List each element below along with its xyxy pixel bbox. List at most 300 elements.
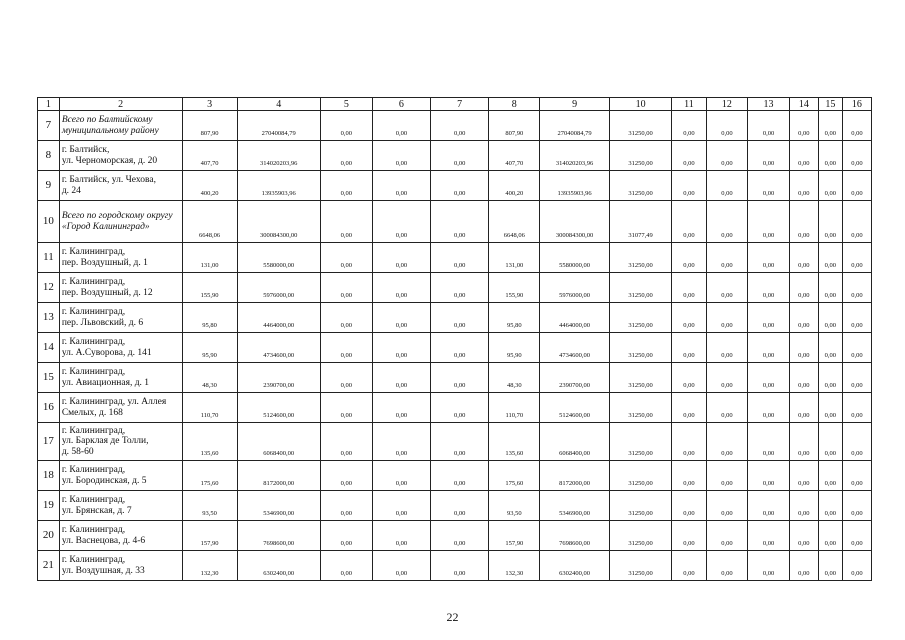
value-cell: 0,00 xyxy=(706,243,748,273)
value-cell: 0,00 xyxy=(320,273,372,303)
value-cell: 31250,00 xyxy=(609,393,671,423)
value-cell: 0,00 xyxy=(818,171,842,201)
address-cell xyxy=(59,141,182,171)
value-cell: 31250,00 xyxy=(609,461,671,491)
address-line: Смелых, д. 168 xyxy=(61,407,123,418)
value-cell: 0,00 xyxy=(431,201,489,243)
address-line: г. Калининград, xyxy=(61,367,126,377)
address-line: г. Калининград, xyxy=(61,425,126,436)
value-cell: 0,00 xyxy=(672,393,706,423)
value-cell: 31250,00 xyxy=(609,171,671,201)
value-cell: 0,00 xyxy=(842,141,871,171)
value-cell: 0,00 xyxy=(672,423,706,461)
value-cell: 5124600,00 xyxy=(237,393,320,423)
value-cell: 157,90 xyxy=(489,521,540,551)
value-cell: 0,00 xyxy=(320,243,372,273)
value-cell: 407,70 xyxy=(489,141,540,171)
value-cell: 4464000,00 xyxy=(540,303,610,333)
value-cell: 0,00 xyxy=(320,171,372,201)
table-row xyxy=(38,551,872,581)
value-cell: 314020203,96 xyxy=(237,141,320,171)
table-row xyxy=(38,171,872,201)
value-cell: 0,00 xyxy=(748,303,790,333)
row-number: 16 xyxy=(38,393,60,423)
value-cell: 0,00 xyxy=(748,423,790,461)
table-row xyxy=(38,303,872,333)
header-cell: 11 xyxy=(672,98,706,111)
value-cell: 0,00 xyxy=(320,111,372,141)
value-cell: 0,00 xyxy=(431,461,489,491)
table-row xyxy=(38,243,872,273)
value-cell: 0,00 xyxy=(431,521,489,551)
value-cell: 0,00 xyxy=(842,521,871,551)
header-cell: 4 xyxy=(237,98,320,111)
header-cell: 5 xyxy=(320,98,372,111)
value-cell: 31250,00 xyxy=(609,551,671,581)
value-cell: 314020203,96 xyxy=(540,141,610,171)
header-cell: 9 xyxy=(540,98,610,111)
value-cell: 0,00 xyxy=(748,363,790,393)
value-cell: 0,00 xyxy=(372,363,430,393)
value-cell: 0,00 xyxy=(672,551,706,581)
value-cell: 0,00 xyxy=(842,243,871,273)
value-cell: 6302400,00 xyxy=(540,551,610,581)
value-cell: 0,00 xyxy=(672,273,706,303)
address-cell xyxy=(59,491,182,521)
address-line: г. Калининград, ул. Аллея xyxy=(61,397,167,407)
value-cell: 131,00 xyxy=(182,243,237,273)
value-cell: 0,00 xyxy=(672,363,706,393)
value-cell: 0,00 xyxy=(431,363,489,393)
address-line: д. 24 xyxy=(61,185,81,196)
value-cell: 0,00 xyxy=(320,521,372,551)
value-cell: 48,30 xyxy=(182,363,237,393)
value-cell: 157,90 xyxy=(182,521,237,551)
value-cell: 31250,00 xyxy=(609,333,671,363)
value-cell: 93,50 xyxy=(182,491,237,521)
value-cell: 155,90 xyxy=(182,273,237,303)
address-cell xyxy=(59,303,182,333)
value-cell: 0,00 xyxy=(320,491,372,521)
value-cell: 31250,00 xyxy=(609,111,671,141)
value-cell: 0,00 xyxy=(320,461,372,491)
value-cell: 0,00 xyxy=(706,491,748,521)
value-cell: 300084300,00 xyxy=(540,201,610,243)
value-cell: 0,00 xyxy=(818,521,842,551)
value-cell: 0,00 xyxy=(818,141,842,171)
header-cell: 2 xyxy=(59,98,182,111)
value-cell: 0,00 xyxy=(372,273,430,303)
value-cell: 31077,49 xyxy=(609,201,671,243)
value-cell: 0,00 xyxy=(789,171,818,201)
value-cell: 0,00 xyxy=(431,551,489,581)
value-cell: 5976000,00 xyxy=(237,273,320,303)
address-cell xyxy=(59,201,182,243)
address-cell xyxy=(59,393,182,423)
value-cell: 0,00 xyxy=(672,303,706,333)
value-cell: 0,00 xyxy=(706,141,748,171)
value-cell: 4734600,00 xyxy=(540,333,610,363)
value-cell: 5346900,00 xyxy=(237,491,320,521)
value-cell: 0,00 xyxy=(818,393,842,423)
row-number: 20 xyxy=(38,521,60,551)
value-cell: 0,00 xyxy=(818,423,842,461)
row-number: 8 xyxy=(38,141,60,171)
row-number: 10 xyxy=(38,201,60,243)
header-cell: 7 xyxy=(431,98,489,111)
value-cell: 0,00 xyxy=(672,201,706,243)
value-cell: 7698600,00 xyxy=(237,521,320,551)
address-line: г. Калининград, xyxy=(61,555,126,565)
address-line: д. 58-60 xyxy=(61,446,94,457)
value-cell: 0,00 xyxy=(789,551,818,581)
value-cell: 0,00 xyxy=(672,333,706,363)
value-cell: 0,00 xyxy=(706,111,748,141)
value-cell: 31250,00 xyxy=(609,141,671,171)
value-cell: 0,00 xyxy=(372,521,430,551)
value-cell: 0,00 xyxy=(431,243,489,273)
value-cell: 0,00 xyxy=(431,423,489,461)
value-cell: 0,00 xyxy=(818,201,842,243)
value-cell: 0,00 xyxy=(789,393,818,423)
value-cell: 95,80 xyxy=(182,303,237,333)
value-cell: 132,30 xyxy=(489,551,540,581)
value-cell: 31250,00 xyxy=(609,491,671,521)
value-cell: 0,00 xyxy=(748,491,790,521)
value-cell: 6302400,00 xyxy=(237,551,320,581)
value-cell: 0,00 xyxy=(706,201,748,243)
value-cell: 0,00 xyxy=(706,393,748,423)
value-cell: 6068400,00 xyxy=(540,423,610,461)
value-cell: 0,00 xyxy=(789,201,818,243)
value-cell: 0,00 xyxy=(706,273,748,303)
value-cell: 4734600,00 xyxy=(237,333,320,363)
value-cell: 13935903,96 xyxy=(540,171,610,201)
value-cell: 0,00 xyxy=(372,243,430,273)
value-cell: 31250,00 xyxy=(609,423,671,461)
value-cell: 110,70 xyxy=(182,393,237,423)
address-line: ул. Барклая де Толли, xyxy=(61,436,149,447)
address-line: пер. Воздушный, д. 12 xyxy=(61,287,153,298)
address-line: г. Калининград, xyxy=(61,465,126,475)
table-row xyxy=(38,423,872,461)
value-cell: 0,00 xyxy=(842,273,871,303)
value-cell: 0,00 xyxy=(789,303,818,333)
value-cell: 5124600,00 xyxy=(540,393,610,423)
value-cell: 0,00 xyxy=(789,333,818,363)
value-cell: 0,00 xyxy=(842,201,871,243)
row-number: 7 xyxy=(38,111,60,141)
value-cell: 0,00 xyxy=(748,141,790,171)
header-cell: 15 xyxy=(818,98,842,111)
value-cell: 175,60 xyxy=(182,461,237,491)
value-cell: 0,00 xyxy=(818,363,842,393)
value-cell: 0,00 xyxy=(818,491,842,521)
value-cell: 95,90 xyxy=(182,333,237,363)
value-cell: 0,00 xyxy=(789,423,818,461)
value-cell: 0,00 xyxy=(706,461,748,491)
address-line: г. Калининград, xyxy=(61,495,126,505)
address-line: ул. Авиационная, д. 1 xyxy=(61,377,150,388)
value-cell: 0,00 xyxy=(372,201,430,243)
address-line: г. Балтийск, xyxy=(61,145,110,155)
table-row xyxy=(38,393,872,423)
value-cell: 0,00 xyxy=(748,521,790,551)
value-cell: 5976000,00 xyxy=(540,273,610,303)
value-cell: 7698600,00 xyxy=(540,521,610,551)
address-line: г. Калининград, xyxy=(61,525,126,535)
value-cell: 0,00 xyxy=(842,551,871,581)
address-cell xyxy=(59,551,182,581)
value-cell: 132,30 xyxy=(182,551,237,581)
value-cell: 0,00 xyxy=(372,423,430,461)
value-cell: 5580000,00 xyxy=(237,243,320,273)
address-line: г. Калининград, xyxy=(61,277,126,287)
value-cell: 0,00 xyxy=(706,303,748,333)
table-row xyxy=(38,141,872,171)
address-cell xyxy=(59,273,182,303)
value-cell: 31250,00 xyxy=(609,273,671,303)
value-cell: 0,00 xyxy=(672,243,706,273)
address-line: муниципальному району xyxy=(61,125,159,136)
value-cell: 0,00 xyxy=(372,303,430,333)
table-row xyxy=(38,363,872,393)
value-cell: 0,00 xyxy=(748,333,790,363)
value-cell: 0,00 xyxy=(842,363,871,393)
value-cell: 300084300,00 xyxy=(237,201,320,243)
address-line: Всего по Балтийскому xyxy=(61,115,153,125)
value-cell: 0,00 xyxy=(748,393,790,423)
value-cell: 5580000,00 xyxy=(540,243,610,273)
table-header-row xyxy=(38,98,872,111)
value-cell: 807,90 xyxy=(489,111,540,141)
value-cell: 0,00 xyxy=(818,243,842,273)
row-number: 13 xyxy=(38,303,60,333)
row-number: 19 xyxy=(38,491,60,521)
value-cell: 95,90 xyxy=(489,333,540,363)
value-cell: 400,20 xyxy=(489,171,540,201)
value-cell: 0,00 xyxy=(672,521,706,551)
value-cell: 0,00 xyxy=(320,393,372,423)
value-cell: 27040084,79 xyxy=(540,111,610,141)
value-cell: 0,00 xyxy=(789,273,818,303)
address-cell xyxy=(59,111,182,141)
value-cell: 0,00 xyxy=(818,461,842,491)
address-line: пер. Львовский, д. 6 xyxy=(61,317,144,328)
value-cell: 0,00 xyxy=(672,491,706,521)
value-cell: 27040084,79 xyxy=(237,111,320,141)
value-cell: 0,00 xyxy=(431,333,489,363)
value-cell: 807,90 xyxy=(182,111,237,141)
value-cell: 0,00 xyxy=(842,423,871,461)
value-cell: 0,00 xyxy=(748,243,790,273)
value-cell: 0,00 xyxy=(842,111,871,141)
header-cell: 14 xyxy=(789,98,818,111)
value-cell: 131,00 xyxy=(489,243,540,273)
value-cell: 400,20 xyxy=(182,171,237,201)
value-cell: 0,00 xyxy=(748,171,790,201)
address-line: пер. Воздушный, д. 1 xyxy=(61,257,148,268)
table-row xyxy=(38,201,872,243)
address-cell xyxy=(59,521,182,551)
value-cell: 0,00 xyxy=(842,491,871,521)
table-row xyxy=(38,521,872,551)
data-table xyxy=(37,97,872,581)
row-number: 17 xyxy=(38,423,60,461)
value-cell: 31250,00 xyxy=(609,303,671,333)
value-cell: 0,00 xyxy=(748,461,790,491)
value-cell: 0,00 xyxy=(842,333,871,363)
value-cell: 2390700,00 xyxy=(540,363,610,393)
value-cell: 0,00 xyxy=(372,111,430,141)
value-cell: 0,00 xyxy=(320,363,372,393)
address-cell xyxy=(59,363,182,393)
value-cell: 0,00 xyxy=(748,273,790,303)
header-cell: 12 xyxy=(706,98,748,111)
value-cell: 0,00 xyxy=(748,111,790,141)
address-line: «Город Калининград» xyxy=(61,221,150,232)
value-cell: 6068400,00 xyxy=(237,423,320,461)
value-cell: 93,50 xyxy=(489,491,540,521)
value-cell: 5346900,00 xyxy=(540,491,610,521)
value-cell: 0,00 xyxy=(431,171,489,201)
value-cell: 0,00 xyxy=(320,303,372,333)
address-cell xyxy=(59,423,182,461)
value-cell: 0,00 xyxy=(789,111,818,141)
header-cell: 6 xyxy=(372,98,430,111)
value-cell: 6648,06 xyxy=(489,201,540,243)
address-line: ул. Брянская, д. 7 xyxy=(61,505,132,516)
value-cell: 0,00 xyxy=(431,141,489,171)
value-cell: 155,90 xyxy=(489,273,540,303)
address-cell xyxy=(59,171,182,201)
row-number: 11 xyxy=(38,243,60,273)
value-cell: 0,00 xyxy=(842,393,871,423)
value-cell: 0,00 xyxy=(372,141,430,171)
value-cell: 135,60 xyxy=(489,423,540,461)
value-cell: 0,00 xyxy=(789,521,818,551)
value-cell: 0,00 xyxy=(842,171,871,201)
address-line: ул. А.Суворова, д. 141 xyxy=(61,347,152,358)
address-line: г. Калининград, xyxy=(61,337,126,347)
row-number: 21 xyxy=(38,551,60,581)
value-cell: 0,00 xyxy=(431,273,489,303)
value-cell: 0,00 xyxy=(320,201,372,243)
value-cell: 0,00 xyxy=(789,141,818,171)
value-cell: 95,80 xyxy=(489,303,540,333)
value-cell: 0,00 xyxy=(748,201,790,243)
address-cell xyxy=(59,461,182,491)
value-cell: 0,00 xyxy=(748,551,790,581)
header-cell: 1 xyxy=(38,98,60,111)
value-cell: 0,00 xyxy=(431,303,489,333)
value-cell: 0,00 xyxy=(672,141,706,171)
value-cell: 0,00 xyxy=(789,491,818,521)
value-cell: 0,00 xyxy=(789,363,818,393)
value-cell: 0,00 xyxy=(372,491,430,521)
value-cell: 0,00 xyxy=(818,273,842,303)
value-cell: 4464000,00 xyxy=(237,303,320,333)
address-cell xyxy=(59,243,182,273)
address-cell xyxy=(59,333,182,363)
address-line: г. Калининград, xyxy=(61,307,126,317)
table-row xyxy=(38,491,872,521)
value-cell: 8172000,00 xyxy=(540,461,610,491)
address-line: ул. Бородинская, д. 5 xyxy=(61,475,147,486)
address-line: г. Балтийск, ул. Чехова, xyxy=(61,175,156,185)
value-cell: 0,00 xyxy=(431,491,489,521)
value-cell: 0,00 xyxy=(818,551,842,581)
value-cell: 0,00 xyxy=(818,303,842,333)
value-cell: 0,00 xyxy=(706,333,748,363)
table-row xyxy=(38,333,872,363)
address-line: г. Калининград, xyxy=(61,247,126,257)
address-line: Всего по городскому округу xyxy=(61,211,173,221)
value-cell: 0,00 xyxy=(672,461,706,491)
value-cell: 31250,00 xyxy=(609,521,671,551)
value-cell: 0,00 xyxy=(320,551,372,581)
value-cell: 0,00 xyxy=(706,423,748,461)
header-cell: 13 xyxy=(748,98,790,111)
value-cell: 0,00 xyxy=(372,333,430,363)
row-number: 9 xyxy=(38,171,60,201)
table-row xyxy=(38,111,872,141)
header-cell: 3 xyxy=(182,98,237,111)
header-cell: 16 xyxy=(842,98,871,111)
value-cell: 31250,00 xyxy=(609,363,671,393)
address-line: ул. Черноморская, д. 20 xyxy=(61,155,158,166)
value-cell: 0,00 xyxy=(789,461,818,491)
row-number: 12 xyxy=(38,273,60,303)
value-cell: 0,00 xyxy=(672,171,706,201)
value-cell: 0,00 xyxy=(789,243,818,273)
value-cell: 0,00 xyxy=(842,461,871,491)
value-cell: 8172000,00 xyxy=(237,461,320,491)
table-body xyxy=(38,98,872,581)
row-number: 18 xyxy=(38,461,60,491)
value-cell: 0,00 xyxy=(372,461,430,491)
address-line: ул. Воздушная, д. 33 xyxy=(61,565,145,576)
value-cell: 0,00 xyxy=(320,333,372,363)
table-row xyxy=(38,461,872,491)
value-cell: 0,00 xyxy=(672,111,706,141)
value-cell: 0,00 xyxy=(431,393,489,423)
value-cell: 48,30 xyxy=(489,363,540,393)
value-cell: 0,00 xyxy=(320,423,372,461)
value-cell: 0,00 xyxy=(818,333,842,363)
value-cell: 0,00 xyxy=(320,141,372,171)
value-cell: 0,00 xyxy=(372,551,430,581)
value-cell: 0,00 xyxy=(706,363,748,393)
value-cell: 135,60 xyxy=(182,423,237,461)
value-cell: 0,00 xyxy=(842,303,871,333)
value-cell: 2390700,00 xyxy=(237,363,320,393)
value-cell: 407,70 xyxy=(182,141,237,171)
value-cell: 0,00 xyxy=(372,393,430,423)
value-cell: 110,70 xyxy=(489,393,540,423)
table-row xyxy=(38,273,872,303)
row-number: 15 xyxy=(38,363,60,393)
value-cell: 0,00 xyxy=(706,551,748,581)
value-cell: 0,00 xyxy=(706,171,748,201)
row-number: 14 xyxy=(38,333,60,363)
value-cell: 0,00 xyxy=(818,111,842,141)
header-cell: 8 xyxy=(489,98,540,111)
value-cell: 175,60 xyxy=(489,461,540,491)
value-cell: 0,00 xyxy=(706,521,748,551)
value-cell: 0,00 xyxy=(372,171,430,201)
value-cell: 0,00 xyxy=(431,111,489,141)
